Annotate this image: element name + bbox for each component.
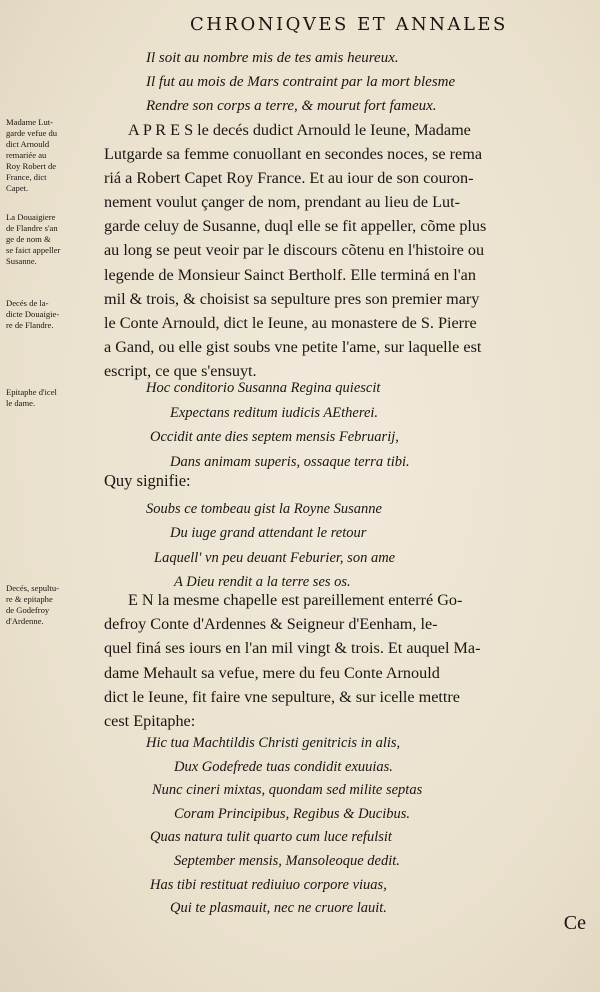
prose-line: mil & trois, & choisist sa sepulture pres son premier mary [104, 289, 480, 308]
signifie-label: Quy signifie: [104, 471, 191, 490]
page-header: CHRONIQVES ET ANNALES [190, 14, 508, 35]
margin-line: de Godefroy [6, 605, 50, 615]
margin-line: se faict appeller [6, 245, 61, 255]
margin-note-epitaphe [6, 387, 98, 409]
verse-line: Hoc conditorio Susanna Regina quiescit [146, 380, 381, 396]
prose-line: dict le Ieune, fit faire vne sepulture, & sur icelle mettre [104, 687, 460, 706]
verse-line: Il fut au mois de Mars contraint par la mort blesme [146, 74, 456, 90]
opening-verse [146, 46, 600, 118]
margin-line: ge de nom & [6, 234, 51, 244]
margin-line: France, dict [6, 172, 47, 182]
margin-note-deces [6, 298, 98, 331]
prose-line: E N la mesme chapelle est pareillement enterré Go- [128, 591, 463, 609]
margin-line: Decés, sepultu- [6, 583, 59, 593]
verse-line: Dans animam superis, ossaque terra tibi. [170, 453, 410, 470]
prose-line: au long se peut veoir par le discours cõtenu en l'histoire ou [104, 241, 485, 260]
margin-line: le dame. [6, 398, 36, 408]
margin-line: Capet. [6, 183, 29, 193]
prose-line: Lutgarde sa femme conuollant en secondes noces, se rema [104, 145, 483, 164]
margin-line: Decés de la- [6, 298, 49, 308]
margin-line: de Flandre s'an [6, 223, 58, 233]
french-epitaph-susanne [146, 497, 600, 594]
verse-line: Nunc cineri mixtas, quondam sed milite septas [152, 782, 423, 799]
verse-line: Soubs ce tombeau gist la Royne Susanne [146, 501, 382, 517]
verse-line: Expectans reditum iudicis AEtherei. [170, 404, 379, 421]
verse-line: Du iuge grand attendant le retour [170, 525, 367, 542]
margin-line: Susanne. [6, 256, 37, 266]
margin-line: dicte Douaigie- [6, 309, 60, 319]
prose-line: A P R E S le decés dudict Arnould le Ieune, Madame [128, 121, 471, 139]
prose-line: quel finá ses iours en l'an mil vingt & trois. Et auquel Ma- [104, 639, 481, 658]
prose-line: cest Epitaphe: [104, 712, 196, 731]
prose-line: garde celuy de Susanne, duql elle se fit appeller, cõme plus [104, 217, 487, 236]
margin-line: Roy Robert de [6, 161, 57, 171]
margin-line: re & epitaphe [6, 594, 53, 604]
verse-line: Has tibi restituat rediuiuo corpore viuas, [150, 876, 387, 893]
verse-line: A Dieu rendit a la terre ses os. [174, 573, 351, 590]
margin-line: d'Ardenne. [6, 616, 44, 626]
margin-note-douaigiere [6, 212, 98, 267]
prose-line: riá a Robert Capet Roy France. Et au iour de son couron- [104, 169, 474, 188]
latin-epitaph-susanne [146, 376, 600, 474]
prose-line: defroy Conte d'Ardennes & Seigneur d'Eenham, le- [104, 615, 438, 634]
verse-line: Qui te plasmauit, nec ne cruore lauit. [170, 900, 387, 917]
margin-note-lutgarde [6, 117, 98, 194]
prose-paragraph-godefroy [104, 588, 590, 733]
verse-line: Il soit au nombre mis de tes amis heureux. [146, 50, 399, 66]
latin-epitaph-godefroy [146, 732, 600, 921]
prose-line: dame Mehault sa vefue, mere du feu Conte Arnould [104, 663, 440, 682]
margin-line: garde vefue du [6, 128, 58, 138]
verse-line: September mensis, Mansoleoque dedit. [174, 852, 400, 869]
margin-line: Epitaphe d'icel [6, 387, 57, 397]
prose-line: a Gand, ou elle gist soubs vne petite l'ame, sur laquelle est [104, 337, 482, 356]
verse-line: Coram Principibus, Regibus & Ducibus. [174, 805, 411, 822]
catchword: Ce [563, 912, 586, 934]
prose-line: nement voulut çanger de nom, prendant au lieu de Lut- [104, 193, 461, 212]
prose-line: legende de Monsieur Sainct Bertholf. Elle terminá en l'an [104, 265, 476, 284]
verse-line: Laquell' vn peu deuant Feburier, son ame [154, 549, 396, 566]
margin-line: La Douaigiere [6, 212, 56, 222]
margin-note-godefroy [6, 583, 98, 627]
prose-paragraph-lutgarde [104, 118, 590, 383]
verse-line: Hic tua Machtildis Christi genitricis in alis, [146, 735, 401, 751]
verse-line: Quas natura tulit quarto cum luce refulsit [150, 829, 392, 846]
margin-line: re de Flandre. [6, 320, 54, 330]
margin-line: Madame Lut- [6, 117, 54, 127]
prose-line: escript, ce que s'ensuyt. [104, 361, 257, 380]
margin-line: dict Arnould [6, 139, 50, 149]
verse-line: Rendre son corps a terre, & mourut fort fameux. [146, 98, 437, 114]
margin-line: remariée au [6, 150, 47, 160]
verse-line: Dux Godefrede tuas condidit exuuias. [174, 758, 393, 775]
verse-line: Occidit ante dies septem mensis Februarij, [150, 429, 399, 445]
prose-line: le Conte Arnould, dict le Ieune, au monastere de S. Pierre [104, 313, 477, 332]
